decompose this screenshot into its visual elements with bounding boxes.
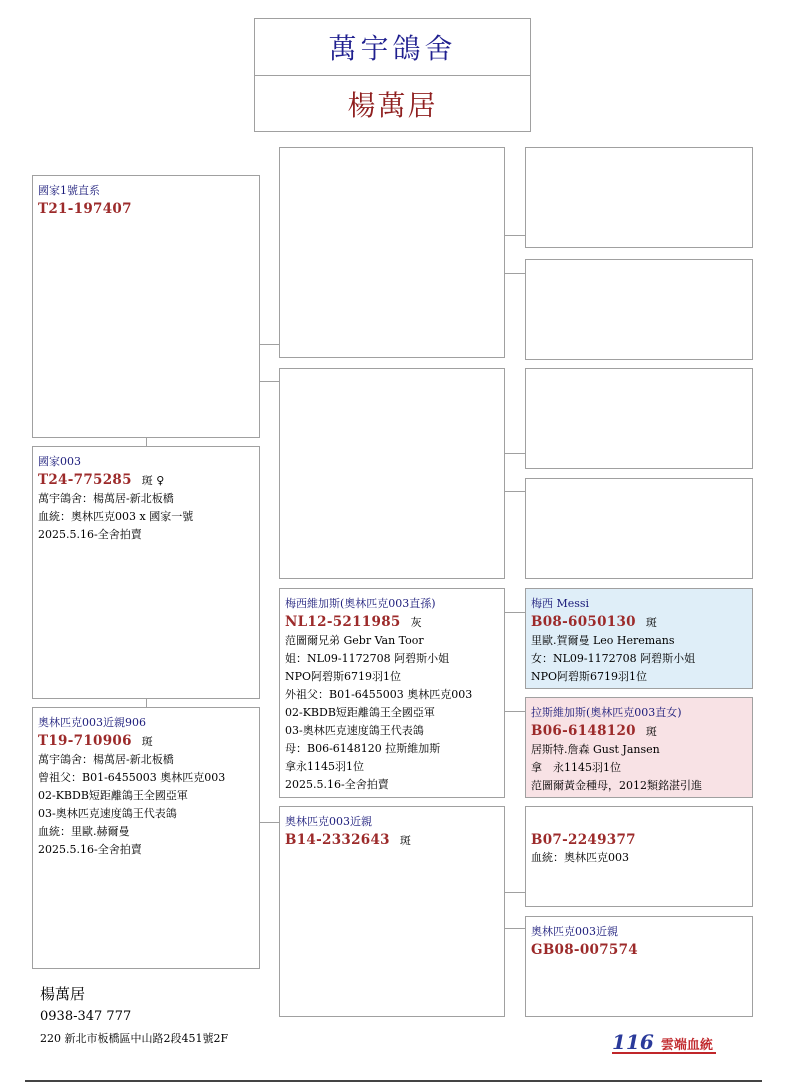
sds-card xyxy=(525,368,753,469)
detail-line: 拿 永1145羽1位 xyxy=(531,761,621,774)
detail-line: 2025.5.16-全舍拍賣 xyxy=(38,843,142,856)
detail-line: 02-KBDB短距離鴿王全國亞軍 xyxy=(285,706,435,719)
detail-line: 外祖父：B01-6455003 奧林匹克003 xyxy=(285,688,473,701)
ddd-card xyxy=(525,916,753,1017)
pigeon-name: 國家1號直系 xyxy=(38,184,100,197)
loft-name: 萬宇鴿舍 xyxy=(255,19,530,76)
connector xyxy=(259,822,279,823)
header-panel xyxy=(254,18,531,132)
ring-number: GB08-007574 xyxy=(531,942,638,958)
connector xyxy=(504,711,525,712)
pigeon-name: 國家003 xyxy=(38,455,81,468)
ring-number: T21-197407 xyxy=(38,201,132,217)
ring-number: NL12-5211985 xyxy=(285,614,401,630)
detail-line: 范圖爾黃金種母，2012類銘湛引進 xyxy=(531,779,702,792)
connector xyxy=(504,928,525,929)
dam-card xyxy=(32,707,260,969)
owner-name: 楊萬居 xyxy=(347,89,438,122)
brand-logo xyxy=(612,1030,722,1058)
subject-card xyxy=(32,175,260,438)
sdd-card xyxy=(525,478,753,579)
detail-line: 2025.5.16-全舍拍賣 xyxy=(38,528,142,541)
ssd-card xyxy=(525,259,753,360)
dsd-card xyxy=(525,697,753,798)
detail-line: 萬宇鴿舍：楊萬居-新北板橋 xyxy=(38,753,174,766)
color: 灰 xyxy=(410,616,422,629)
detail-line: 03-奧林匹克速度鴿王代表鴿 xyxy=(38,807,177,820)
connector xyxy=(146,698,147,707)
pigeon-name: 奧林匹克003近親 xyxy=(285,815,372,828)
detail-line: NPO阿碧斯6719羽1位 xyxy=(531,670,648,683)
contact-name: 楊萬居 xyxy=(40,985,86,1003)
connector xyxy=(504,453,525,454)
sire-sire-card xyxy=(279,147,505,358)
ring-number: B06-6148120 xyxy=(531,723,636,739)
connector xyxy=(504,612,525,613)
color-sex: 斑 ♀ xyxy=(141,474,165,487)
connector xyxy=(504,235,525,236)
ring-number: T19-710906 xyxy=(38,733,132,749)
connector xyxy=(504,491,525,492)
pigeon-name: 奧林匹克003近親906 xyxy=(38,716,146,729)
connector xyxy=(259,381,279,382)
color: 斑 xyxy=(645,616,657,629)
connector xyxy=(146,437,147,446)
detail-line: 拿永1145羽1位 xyxy=(285,760,364,773)
detail-line: 2025.5.16-全舍拍賣 xyxy=(285,778,389,791)
pigeon-name: 奧林匹克003近親 xyxy=(531,925,618,938)
detail-line: 里歐.賀爾曼 Leo Heremans xyxy=(531,634,675,647)
color: 斑 xyxy=(399,834,411,847)
contact-info xyxy=(40,983,228,1049)
detail-line: 萬宇鴿舍：楊萬居-新北板橋 xyxy=(38,492,174,505)
detail-line: 姐：NL09-1172708 阿碧斯小姐 xyxy=(285,652,450,665)
pigeon-name: 梅西維加斯(奧林匹克003直孫) xyxy=(285,597,436,610)
connector xyxy=(259,344,279,345)
detail-line: 02-KBDB短距離鴿王全國亞軍 xyxy=(38,789,188,802)
color: 斑 xyxy=(141,735,153,748)
connector xyxy=(504,892,525,893)
color: 斑 xyxy=(645,725,657,738)
detail-line: 血統：奧林匹克003 xyxy=(531,851,629,864)
dam-dam-card xyxy=(279,806,505,1017)
pigeon-name: 拉斯維加斯(奧林匹克003直女) xyxy=(531,706,682,719)
sss-card xyxy=(525,147,753,248)
dss-card xyxy=(525,588,753,689)
contact-address: 220 新北市板橋區中山路2段451號2F xyxy=(40,1032,229,1045)
dam-sire-card xyxy=(279,588,505,798)
ring-number: B08-6050130 xyxy=(531,614,636,630)
pigeon-name: 梅西 Messi xyxy=(531,597,590,610)
logo-text: 雲端血統 xyxy=(660,1038,713,1053)
sire-dam-card xyxy=(279,368,505,579)
logo-number: 116 xyxy=(612,1030,654,1054)
detail-line: 范圖爾兄弟 Gebr Van Toor xyxy=(285,634,424,647)
ring-number: T24-775285 xyxy=(38,472,132,488)
bottom-divider xyxy=(25,1080,762,1082)
detail-line: 血統：奧林匹克003 x 國家一號 xyxy=(38,510,194,523)
detail-line: NPO阿碧斯6719羽1位 xyxy=(285,670,402,683)
detail-line: 曾祖父：B01-6455003 奧林匹克003 xyxy=(38,771,226,784)
contact-phone: 0938-347 777 xyxy=(40,1009,132,1024)
detail-line: 居斯特.詹森 Gust Jansen xyxy=(531,743,660,756)
detail-line: 血統：里歐.赫爾曼 xyxy=(38,825,130,838)
dds-card xyxy=(525,806,753,907)
detail-line: 03-奧林匹克速度鴿王代表鴿 xyxy=(285,724,424,737)
ring-number: B14-2332643 xyxy=(285,832,390,848)
connector xyxy=(504,273,525,274)
detail-line: 母：B06-6148120 拉斯維加斯 xyxy=(285,742,441,755)
ring-number: B07-2249377 xyxy=(531,832,636,848)
sire-card xyxy=(32,446,260,699)
detail-line: 女：NL09-1172708 阿碧斯小姐 xyxy=(531,652,696,665)
